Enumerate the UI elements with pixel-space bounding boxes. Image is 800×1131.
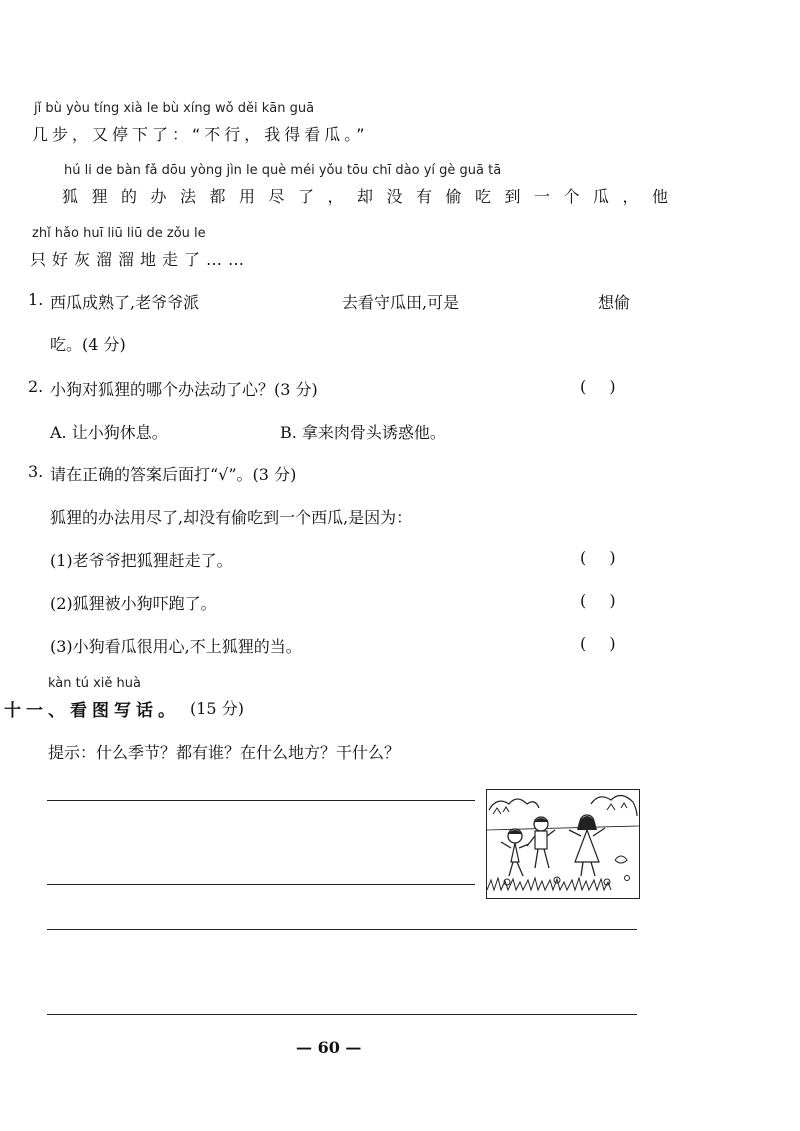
q1-part-b: 去看守瓜田,可是	[342, 293, 460, 312]
q3-item-2-label: (2)狐狸被小狗吓跑了。	[50, 594, 217, 613]
q3-item-3-box[interactable]: ( )	[580, 634, 616, 653]
page-number: — 60 —	[296, 1038, 362, 1057]
q2-answer-box[interactable]: ( )	[580, 377, 616, 396]
q3-item-1-box[interactable]: ( )	[580, 548, 616, 567]
story-line2-pinyin: hú li de bàn fǎ dōu yòng jìn le què méi yǒu tōu chī dào yí gè guā tā	[64, 163, 502, 178]
children-picture	[486, 789, 640, 899]
q3-text: 请在正确的答案后面打“√”。(3 分)	[50, 465, 297, 484]
q1-part-c: 想偷	[598, 293, 631, 312]
writing-line-4[interactable]	[47, 1014, 637, 1015]
story-line2-text: 狐狸的办法都用尽了，却没有偷吃到一个瓜，他	[62, 187, 682, 206]
q1-continuation: 吃。(4 分)	[50, 335, 126, 354]
section11-hint: 提示：什么季节？都有谁？在什么地方？干什么？	[48, 743, 401, 762]
writing-line-3[interactable]	[47, 929, 637, 930]
q3-item-2-box[interactable]: ( )	[580, 591, 616, 610]
q2-option-b[interactable]: B. 拿来肉骨头诱惑他。	[280, 423, 446, 442]
q2-number: 2.	[28, 377, 44, 396]
q2-option-a[interactable]: A. 让小狗休息。	[50, 423, 168, 442]
q3-number: 3.	[28, 462, 44, 481]
q2-text: 小狗对狐狸的哪个办法动了心？(3 分)	[50, 380, 318, 399]
children-outdoors-illustration-icon	[487, 790, 639, 898]
q1-part-a: 西瓜成熟了,老爷爷派	[50, 293, 200, 312]
section11-title: 十一、看图写话。	[4, 701, 180, 721]
section11-pinyin: kàn tú xiě huà	[48, 676, 141, 691]
story-line3-pinyin: zhǐ hǎo huī liū liū de zǒu le	[32, 226, 206, 241]
q1-number: 1.	[28, 290, 44, 309]
q3-item-3-label: (3)小狗看瓜很用心,不上狐狸的当。	[50, 637, 302, 656]
q3-stem: 狐狸的办法用尽了,却没有偷吃到一个西瓜,是因为：	[50, 508, 413, 527]
story-line1-text: 几步，又停下了：“不行，我得看瓜。”	[32, 125, 369, 144]
writing-line-2[interactable]	[47, 884, 475, 885]
section11-score: (15 分)	[190, 699, 244, 718]
story-line1-pinyin: jǐ bù yòu tíng xià le bù xíng wǒ děi kān guā	[34, 101, 315, 116]
story-line3-text: 只好灰溜溜地走了……	[30, 250, 251, 269]
q3-item-1-label: (1)老爷爷把狐狸赶走了。	[50, 551, 233, 570]
writing-line-1[interactable]	[47, 800, 475, 801]
